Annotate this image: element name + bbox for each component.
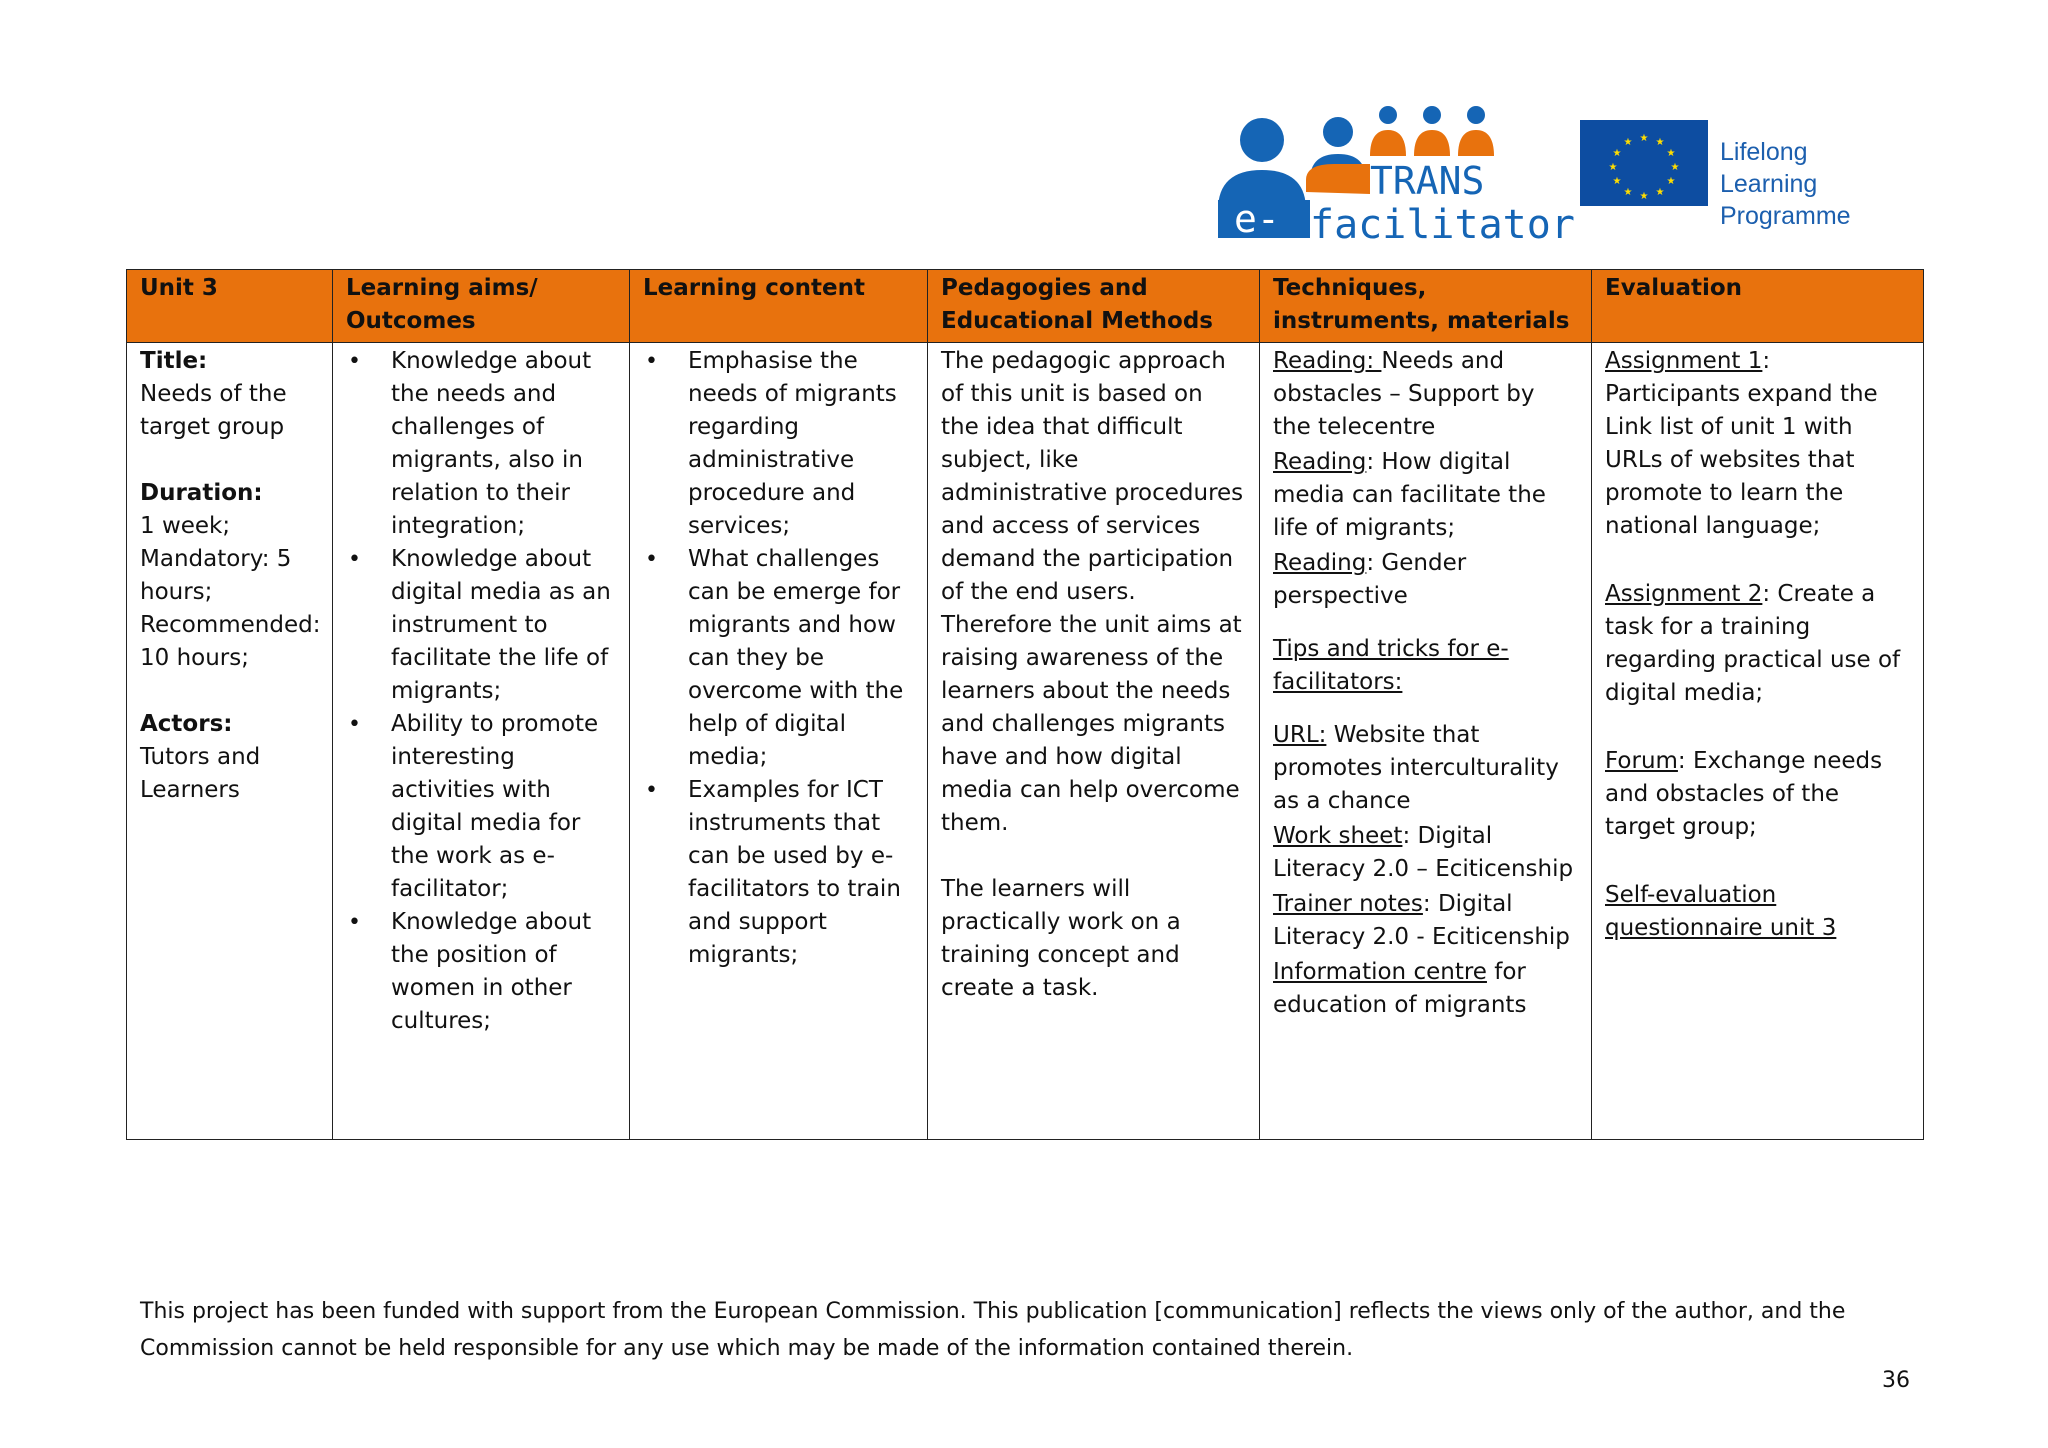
evaluation-link[interactable]: Forum <box>1605 748 1678 774</box>
header-pedagogies: Pedagogies and Educational Methods <box>928 270 1260 343</box>
duration-label: Duration: <box>140 480 263 506</box>
title-value: Needs of the target group <box>140 381 287 440</box>
unit-table <box>126 269 1924 1140</box>
svg-text:★: ★ <box>1670 162 1680 173</box>
technique-link[interactable]: Reading <box>1273 550 1367 576</box>
svg-text:★: ★ <box>1608 162 1618 173</box>
title-label: Title: <box>140 348 208 374</box>
eu-flag-icon <box>1580 120 1708 206</box>
technique-link[interactable]: Information centre <box>1273 959 1487 985</box>
pedagogy-paragraph: The pedagogic approach of this unit is based on the idea that difficult subject, like administrative procedures and access of services demand the participation of the end users. Therefore the unit aims at raising awareness of the learners about the needs and challenges migrants have and how digital media can help overcome them. <box>941 348 1244 836</box>
technique-link[interactable]: Reading <box>1273 449 1367 475</box>
svg-text:★: ★ <box>1623 187 1633 198</box>
logo-e-text: e- <box>1234 197 1280 241</box>
header-learning-content: Learning content <box>630 270 928 343</box>
pedagogy-paragraph: The learners will practically work on a training concept and create a task. <box>941 876 1181 1001</box>
evaluation-entry <box>1605 879 1910 945</box>
e-trans-facilitator-logo <box>1210 98 1575 248</box>
unit-info-cell <box>127 343 333 1140</box>
funding-disclaimer: This project has been funded with support from the European Commission. This publication [communication] reflects the views only of the author, and the Commission cannot be held responsible for any use which may be made of the information contained therein. <box>140 1299 1846 1361</box>
learning-aims-list <box>346 345 616 1038</box>
header-evaluation: Evaluation <box>1592 270 1924 343</box>
header-unit: Unit 3 <box>127 270 333 343</box>
svg-text:★: ★ <box>1666 148 1676 159</box>
duration-line: Mandatory: 5 hours; <box>140 546 292 605</box>
svg-text:★: ★ <box>1612 176 1622 187</box>
header-logos <box>1210 98 1890 248</box>
evaluation-entry: Assignment 1: Participants expand the Link list of unit 1 with URLs of websites that promote to learn the national language; <box>1605 348 1878 539</box>
evaluation-link[interactable]: Self-evaluation questionnaire unit 3 <box>1605 882 1837 941</box>
techniques-cell <box>1260 343 1592 1140</box>
table-row <box>127 343 1924 1140</box>
header-techniques: Techniques, instruments, materials <box>1260 270 1592 343</box>
technique-link[interactable]: Tips and tricks for e-facilitators: <box>1273 636 1509 695</box>
svg-text:★: ★ <box>1639 133 1649 144</box>
actors-value: Tutors and Learners <box>140 744 261 803</box>
technique-entry: Information centre for education of migrants <box>1273 959 1527 1018</box>
learning-content-cell <box>630 343 928 1140</box>
technique-link[interactable]: Trainer notes <box>1273 891 1423 917</box>
svg-text:★: ★ <box>1666 176 1676 187</box>
evaluation-link[interactable]: Assignment 2 <box>1605 581 1763 607</box>
technique-entry: Work sheet: Digital Literacy 2.0 – Eciticenship <box>1273 823 1574 882</box>
technique-entry: Trainer notes: Digital Literacy 2.0 - Eciticenship <box>1273 891 1570 950</box>
programme-name: Lifelong Learning Programme <box>1720 138 1851 230</box>
logo-facilitator-text: facilitator <box>1310 202 1575 248</box>
evaluation-cell <box>1592 343 1924 1140</box>
svg-text:★: ★ <box>1655 137 1665 148</box>
technique-entry: Reading: Needs and obstacles – Support by the telecentre <box>1273 348 1535 440</box>
list-item: • What challenges can be emerge for migrants and how can they be overcome with the help of digital media; <box>688 543 914 774</box>
learning-aims-cell <box>333 343 630 1140</box>
duration-line: 1 week; <box>140 513 231 539</box>
evaluation-entry: Assignment 2: Create a task for a training regarding practical use of digital media; <box>1605 581 1901 706</box>
list-item: • Knowledge about the position of women in other cultures; <box>391 906 616 1038</box>
evaluation-link[interactable]: Assignment 1 <box>1605 348 1763 374</box>
pedagogies-cell <box>928 343 1260 1140</box>
lifelong-learning-logo <box>1580 120 1890 230</box>
technique-entry: Reading: Gender perspective <box>1273 550 1467 609</box>
technique-link[interactable]: URL: <box>1273 722 1327 748</box>
header-learning-aims: Learning aims/ Outcomes <box>333 270 630 343</box>
svg-text:★: ★ <box>1655 187 1665 198</box>
list-item: • Emphasise the needs of migrants regarding administrative procedure and services; <box>688 345 914 543</box>
technique-link[interactable]: Work sheet <box>1273 823 1403 849</box>
technique-entry: Reading: How digital media can facilitate the life of migrants; <box>1273 449 1546 541</box>
svg-text:★: ★ <box>1623 137 1633 148</box>
list-item: • Knowledge about the needs and challenges of migrants, also in relation to their integration; <box>391 345 616 543</box>
table-header-row <box>127 270 1924 343</box>
svg-text:★: ★ <box>1612 148 1622 159</box>
evaluation-entry: Forum: Exchange needs and obstacles of the target group; <box>1605 748 1883 840</box>
learning-content-list <box>643 345 914 972</box>
technique-link[interactable]: Reading: <box>1273 348 1382 374</box>
actors-label: Actors: <box>140 711 233 737</box>
technique-entry <box>1273 633 1578 699</box>
svg-text:★: ★ <box>1639 191 1649 202</box>
list-item: • Examples for ICT instruments that can be used by e-facilitators to train and support migrants; <box>688 774 914 972</box>
page-number: 36 <box>1882 1368 1910 1393</box>
list-item: • Knowledge about digital media as an instrument to facilitate the life of migrants; <box>391 543 616 708</box>
list-item: • Ability to promote interesting activities with digital media for the work as e-facilitator; <box>391 708 616 906</box>
logo-trans-text: TRANS <box>1370 159 1485 203</box>
duration-line: Recommended: 10 hours; <box>140 612 321 671</box>
technique-entry: URL: Website that promotes interculturality as a chance <box>1273 722 1559 814</box>
